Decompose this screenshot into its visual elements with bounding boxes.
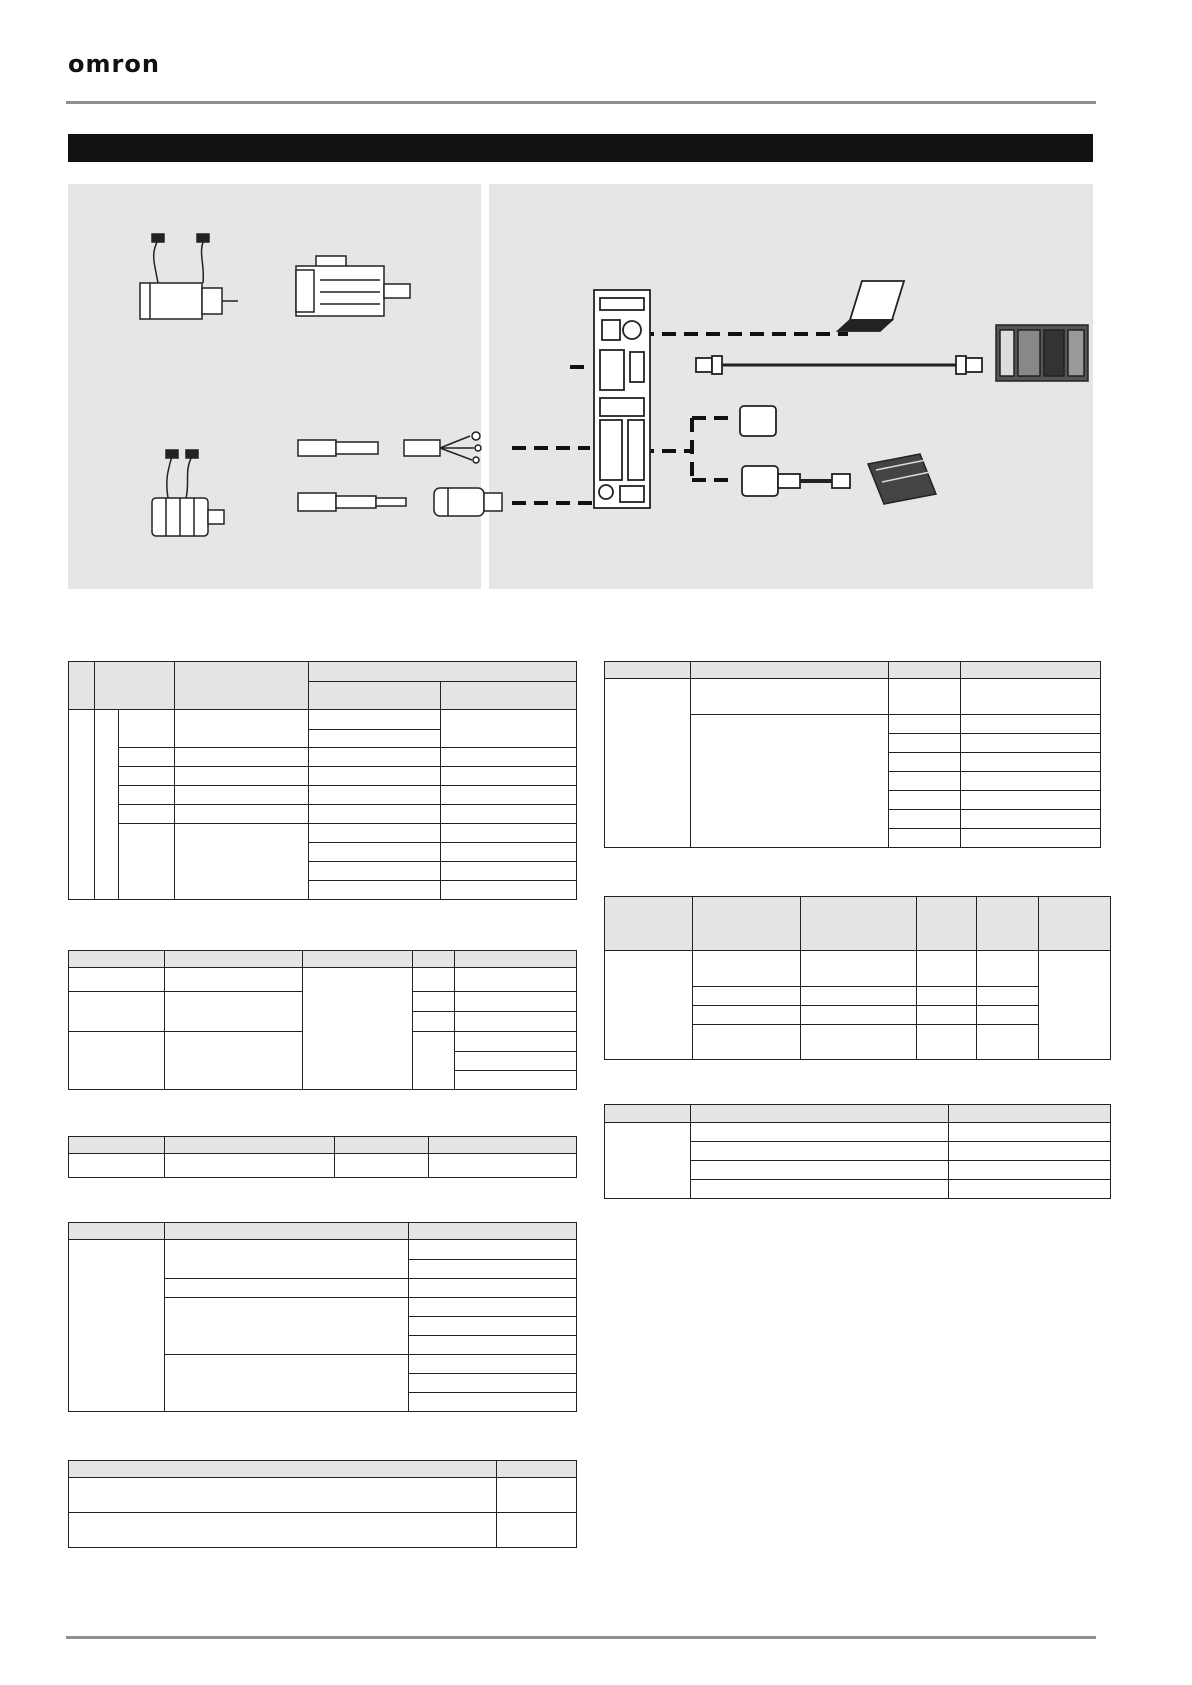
power-cable-icon	[298, 432, 481, 463]
connectors-table	[68, 1222, 577, 1412]
cables-table	[68, 950, 577, 1090]
terminal-block-icon	[868, 454, 936, 504]
io-connector-icon	[740, 406, 850, 496]
servomotor-table	[68, 661, 577, 900]
laptop-icon	[838, 281, 904, 331]
accessory-table	[68, 1136, 577, 1178]
plc-icon	[996, 325, 1088, 381]
bottom-rule	[66, 1636, 1096, 1639]
encoder-cable-icon	[298, 488, 502, 516]
servomotor-small-icon	[140, 234, 238, 319]
servomotor-large-icon	[296, 256, 410, 316]
servo-drive-table	[604, 661, 1101, 848]
servomotor-flat-icon	[152, 450, 224, 536]
software-table	[68, 1460, 577, 1548]
servo-drive-icon	[594, 290, 650, 508]
reactor-table	[604, 1104, 1111, 1199]
usb-cable-icon	[696, 356, 982, 374]
filter-table	[604, 896, 1111, 1060]
system-configuration-diagram	[0, 0, 1192, 600]
omron-logo: omron	[68, 50, 160, 78]
